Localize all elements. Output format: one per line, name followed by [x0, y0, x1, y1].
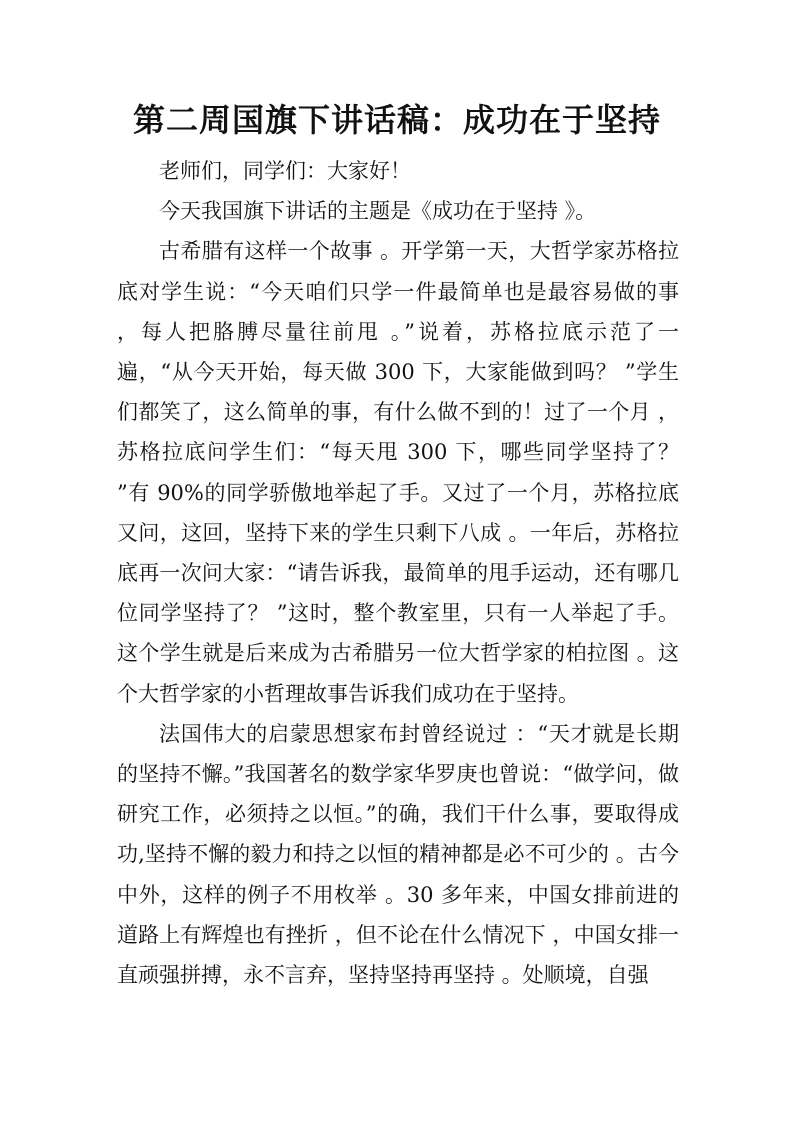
document-body: [117, 151, 679, 995]
paragraph-perseverance-examples: 法国伟大的启蒙思想家布封曾经说过 ：“天才就是长期的坚持不懈。”我国著名的数学家华罗庚也曾说：“做学问，做研究工作，必须持之以恒。”的确，我们干什么事，要取得成功,坚持不懈的毅力和持之以恒的精神都是必不可少的 。古今中外，这样的例子不用枚举 。30 多年来，中国女排前进的道路上有辉煌也有挫折 ，但不论在什么情况下 ，中国女排一直顽强拼搏，永不言弃，坚持坚持再坚持 。处顺境，自强: [117, 721, 679, 988]
paragraph-socrates-story: 古希腊有这样一个故事 。开学第一天，大哲学家苏格拉底对学生说：“今天咱们只学一件最简单也是最容易做的事 ，每人把胳膊尽量往前甩 。”说着，苏格拉底示范了一遍，“从今天开始，每天做 300 下，大家能做到吗？ ”学生们都笑了，这么简单的事，有什么做不到的！过了一个月 ，苏格拉底问学生们：“每天甩 300 下，哪些同学坚持了？ ”有 90%的同学骄傲地举起了手。又过了一个月，苏格拉底又问，这回，坚持下来的学生只剩下八成 。一年后，苏格拉底再一次问大家：“请告诉我，最简单的甩手运动，还有哪几位同学坚持了？ ”这时，整个教室里，只有一人举起了手。这个学生就是后来成为古希腊另一位大哲学家的柏拉图 。这个大哲学家的小哲理故事告诉我们成功在于坚持。: [117, 239, 679, 706]
document-title: 第二周国旗下讲话稿：成功在于坚持: [132, 101, 661, 139]
paragraph-topic: 今天我国旗下讲话的主题是《成功在于坚持 》。: [159, 199, 597, 224]
paragraph-greeting: 老师们，同学们：大家好！: [159, 159, 411, 183]
